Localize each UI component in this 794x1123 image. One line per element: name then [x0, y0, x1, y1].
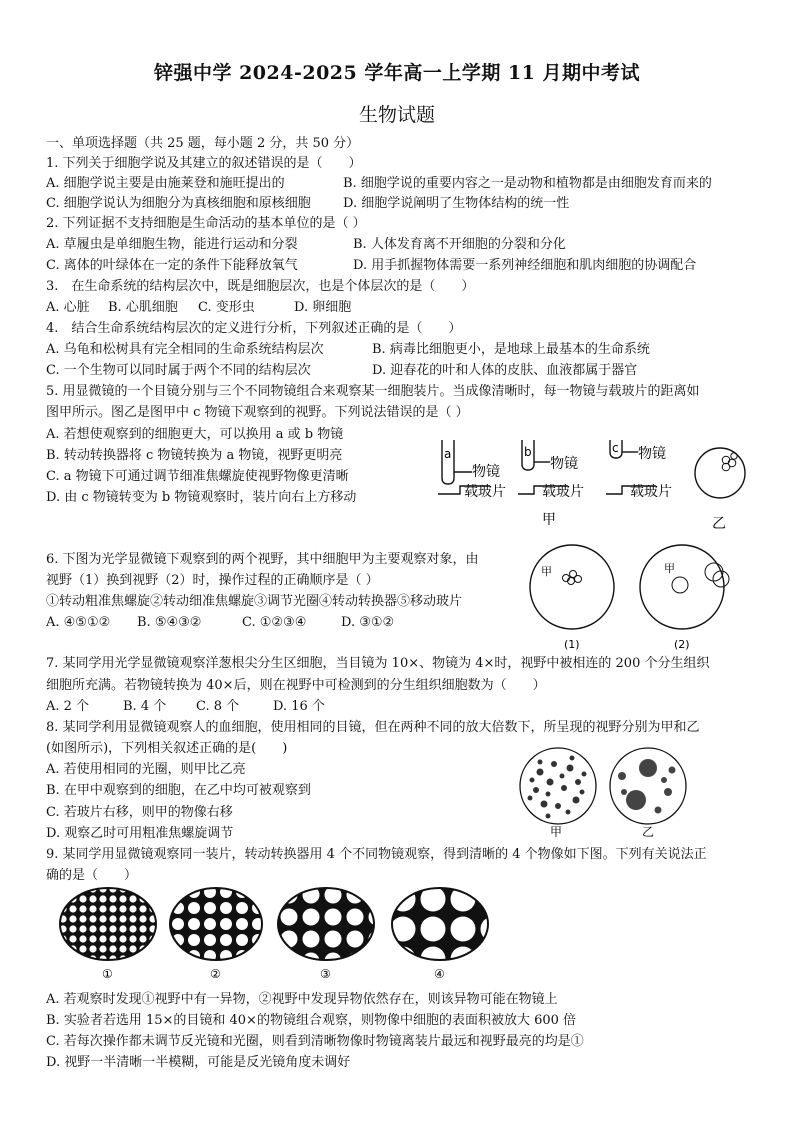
q6-stem-line3: ①转动粗准焦螺旋②转动细准焦螺旋③调节光圈④转动转换器⑤移动玻片 — [46, 594, 463, 609]
q4-options-row2 — [46, 361, 752, 381]
q2-option-a: A. 草履虫是单细胞生物，能进行运动和分裂 — [46, 237, 298, 252]
q5-lens-b-label: b — [524, 445, 532, 459]
q6-stem-line1: 6. 下图为光学显微镜下观察到的两个视野，其中细胞甲为主要观察对象，由 — [46, 552, 479, 567]
q9-option-d: D. 视野一半清晰一半模糊，可能是反光镜角度未调好 — [46, 1055, 351, 1070]
q5-lens-c-label: c — [612, 441, 619, 455]
q6-option-d: D. ③①② — [341, 615, 395, 630]
q2-option-b: B. 人体发育离不开细胞的分裂和分化 — [353, 237, 566, 252]
q2-options-row1 — [46, 235, 752, 255]
q3-option-b: B. 心肌细胞 — [108, 300, 178, 315]
q4-options-row1 — [46, 340, 752, 360]
q5-objective-label-b: 物镜 — [550, 456, 578, 472]
q8-figure-blood-cells — [518, 746, 688, 838]
q2-option-c: C. 离体的叶绿体在一定的条件下能释放氧气 — [46, 258, 298, 273]
q5-stem-line2: 图甲所示。图乙是图甲中 c 物镜下观察到的视野。下列说法错误的是（ ） — [46, 405, 469, 420]
q5-objective-label-c: 物镜 — [638, 446, 666, 462]
q3-options — [46, 298, 752, 318]
q3-option-d: D. 卵细胞 — [294, 300, 352, 315]
q1-options-row2 — [46, 194, 752, 214]
q3-option-c: C. 变形虫 — [198, 300, 255, 315]
q6-view1-label: (1) — [564, 638, 580, 651]
q5-slide-label-b: 载玻片 — [542, 484, 584, 500]
q9-option-b: B. 实验者若选用 15×的目镜和 40×的物镜组合观察，则物像中细胞的表面积被放大 600 倍 — [46, 1013, 577, 1028]
q7-stem-line1: 7. 某同学用光学显微镜观察洋葱根尖分生区细胞，当目镜为 10×、物镜为 4×时，视野中被相连的 200 个分生组织 — [46, 656, 710, 671]
q6-view2-label: (2) — [674, 638, 690, 651]
q5-caption-yi: 乙 — [712, 516, 726, 532]
q1-option-a: A. 细胞学说主要是由施莱登和施旺提出的 — [46, 176, 285, 191]
q6-figure-views — [522, 544, 756, 656]
q1-option-c: C. 细胞学说认为细胞分为真核细胞和原核细胞 — [46, 196, 311, 211]
q6-cell-jia-label-2: 甲 — [664, 562, 675, 575]
q8-option-b: B. 在甲中观察到的细胞，在乙中均可被观察到 — [46, 783, 311, 798]
q8-caption-yi: 乙 — [642, 825, 655, 838]
q2-option-d: D. 用手抓握物体需要一系列神经细胞和肌肉细胞的协调配合 — [353, 258, 697, 273]
q5-figure-objectives — [430, 438, 750, 536]
q2-stem: 2. 下列证据不支持细胞是生命活动的基本单位的是（ ） — [46, 216, 366, 231]
q1-options-row1 — [46, 174, 752, 194]
q1-option-b: B. 细胞学说的重要内容之一是动物和植物都是由细胞发育而来的 — [343, 176, 712, 191]
q5-option-d: D. 由 c 物镜转变为 b 物镜观察时，装片向右上方移动 — [46, 490, 357, 505]
q1-stem: 1. 下列关于细胞学说及其建立的叙述错误的是（ ） — [46, 156, 362, 171]
section-heading: 一、单项选择题（共 25 题，每小题 2 分，共 50 分） — [46, 136, 360, 151]
q5-lens-a-label: a — [444, 447, 452, 461]
q7-option-c: C. 8 个 — [196, 699, 240, 714]
q7-stem-line2: 细胞所充满。若物镜转换为 40×后，则在视野中可检测到的分生组织细胞数为（ ） — [46, 678, 546, 693]
q5-stem-line1: 5. 用显微镜的一个目镜分别与三个不同物镜组合来观察某一细胞装片。当成像清晰时，每一物镜与载玻片的距离如 — [46, 384, 700, 399]
q6-option-a: A. ④⑤①② — [46, 615, 111, 630]
q6-cell-jia-label-1: 甲 — [541, 565, 552, 578]
q7-option-b: B. 4 个 — [123, 699, 167, 714]
q8-caption-jia: 甲 — [550, 825, 563, 838]
q2-options-row2 — [46, 256, 752, 276]
q3-stem: 3. 在生命系统的结构层次中，既是细胞层次，也是个体层次的是（ ） — [46, 279, 475, 294]
q8-stem-line1: 8. 某同学利用显微镜观察人的血细胞，使用相同的目镜，但在两种不同的放大倍数下，所呈现的视野分别为甲和乙 — [46, 720, 700, 735]
q9-view-label-2: ② — [210, 967, 221, 981]
q4-option-d: D. 迎春花的叶和人体的皮肤、血液都属于器官 — [372, 363, 638, 378]
q9-stem-line1: 9. 某同学用显微镜观察同一装片，转动转换器用 4 个不同物镜观察，得到清晰的 4 个物像如下图。下列有关说法正 — [46, 847, 707, 862]
q9-view-label-1: ① — [102, 967, 113, 981]
q5-slide-label-a: 载玻片 — [464, 484, 506, 500]
q7-options — [46, 697, 752, 717]
q9-figure-four-views — [58, 884, 498, 984]
q4-stem: 4. 结合生命系统结构层次的定义进行分析，下列叙述正确的是（ ） — [46, 321, 462, 336]
q6-option-b: B. ⑤④③② — [137, 615, 202, 630]
q7-option-a: A. 2 个 — [46, 699, 90, 714]
exam-title: 锌强中学 2024-2025 学年高一上学期 11 月期中考试 — [153, 62, 641, 84]
q8-option-c: C. 若玻片右移，则甲的物像右移 — [46, 805, 233, 820]
q8-stem-line2: (如图所示)，下列相关叙述正确的是( ) — [46, 741, 288, 756]
q8-option-d: D. 观察乙时可用粗准焦螺旋调节 — [46, 826, 234, 841]
q4-option-b: B. 病毒比细胞更小，是地球上最基本的生命系统 — [372, 342, 650, 357]
q9-view-label-3: ③ — [320, 967, 331, 981]
q5-objective-label-a: 物镜 — [472, 464, 500, 480]
q9-view-label-4: ④ — [434, 967, 445, 981]
q5-caption-jia: 甲 — [542, 512, 556, 528]
q5-option-a: A. 若想使观察到的细胞更大，可以换用 a 或 b 物镜 — [46, 427, 344, 442]
q7-option-d: D. 16 个 — [273, 699, 325, 714]
q8-option-a: A. 若使用相同的光圈，则甲比乙亮 — [46, 762, 246, 777]
q9-option-a: A. 若观察时发现①视野中有一异物，②视野中发现异物依然存在，则该异物可能在物镜上 — [46, 992, 558, 1007]
q5-option-c: C. a 物镜下可通过调节细准焦螺旋使视野物像更清晰 — [46, 469, 349, 484]
q1-option-d: D. 细胞学说阐明了生物体结构的统一性 — [343, 196, 570, 211]
q6-stem-line2: 视野（1）换到视野（2）时，操作过程的正确顺序是（ ） — [46, 573, 379, 588]
q4-option-a: A. 乌龟和松树具有完全相同的生命系统结构层次 — [46, 342, 324, 357]
q9-option-c: C. 若每次操作都未调节反光镜和光圈，则看到清晰物像时物镜离装片最远和视野最亮的均是① — [46, 1034, 584, 1049]
q5-slide-label-c: 载玻片 — [630, 484, 672, 500]
q4-option-c: C. 一个生物可以同时属于两个不同的结构层次 — [46, 363, 311, 378]
exam-subtitle: 生物试题 — [358, 104, 435, 126]
q5-option-b: B. 转动转换器将 c 物镜转换为 a 物镜，视野更明亮 — [46, 448, 343, 463]
q3-option-a: A. 心脏 — [46, 300, 90, 315]
q6-option-c: C. ①②③④ — [242, 615, 307, 630]
q9-stem-line2: 确的是（ ） — [46, 868, 138, 883]
